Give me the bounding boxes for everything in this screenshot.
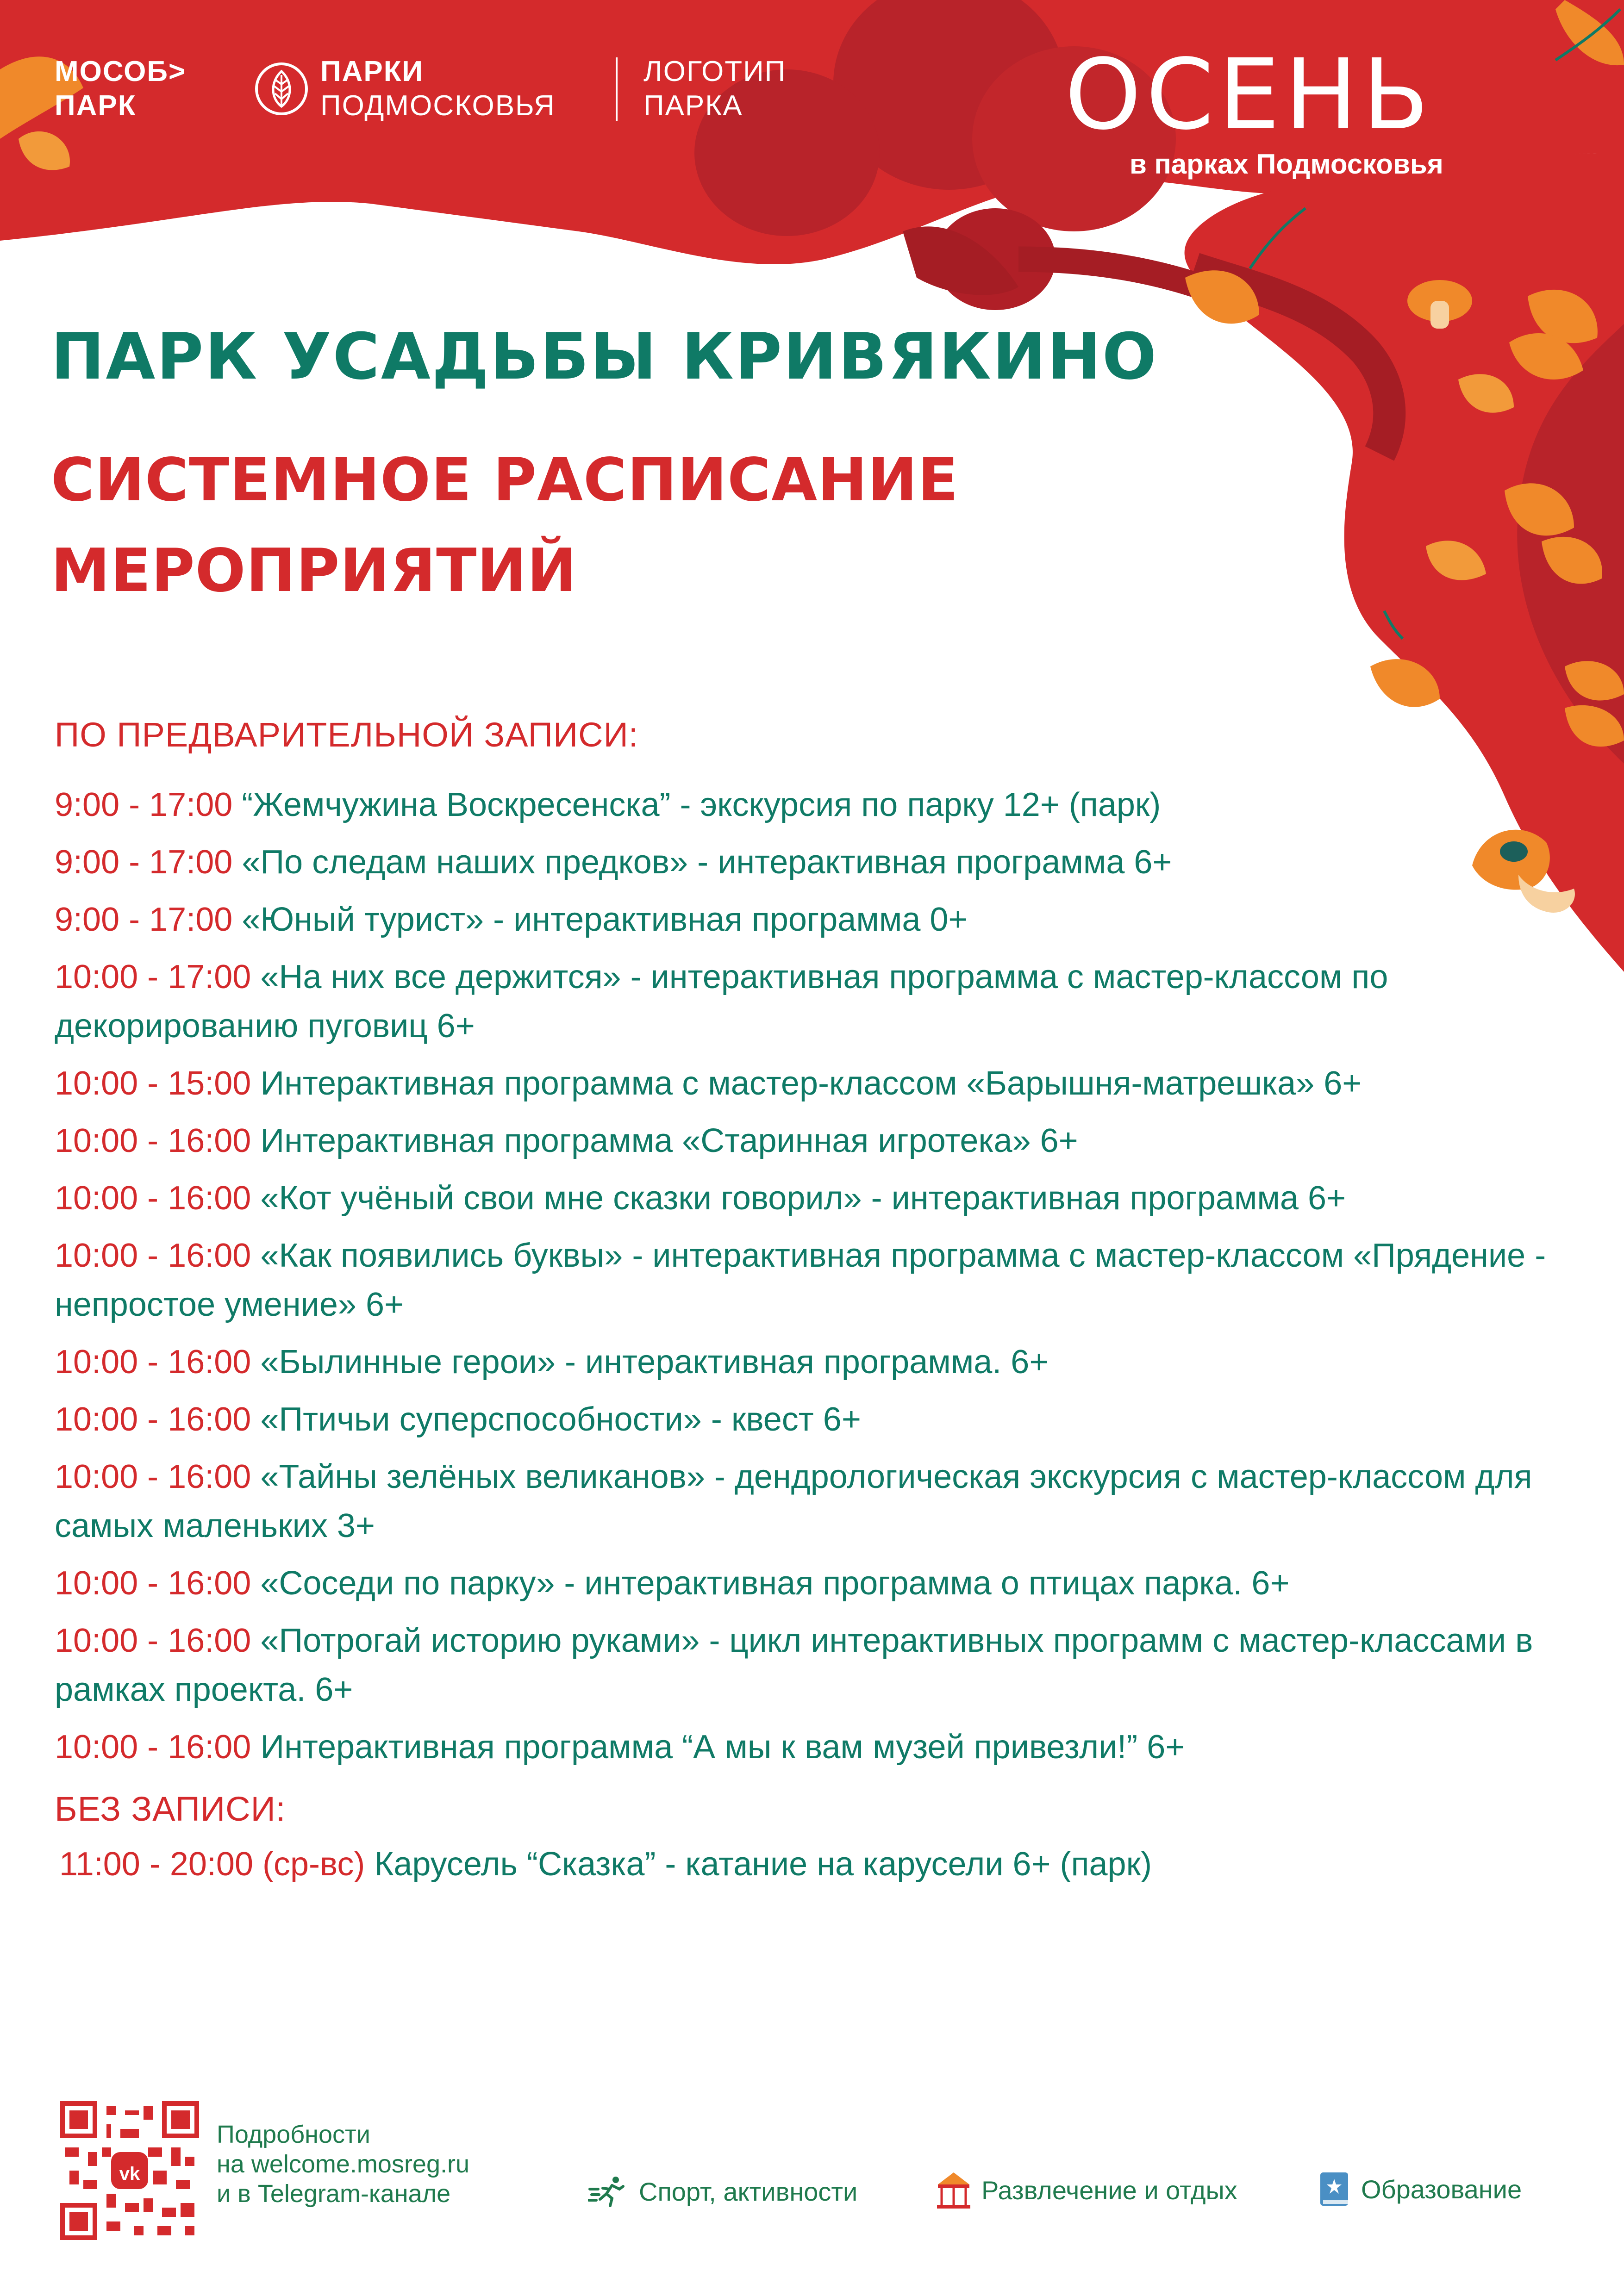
event-item [55,780,1578,829]
parks-podmoskovya-logo [254,55,556,123]
schedule-title-line1: СИСТЕМНОЕ РАСПИСАНИЕ [51,446,959,515]
event-description: «Птичьи суперспособности» - квест 6+ [260,1401,861,1438]
event-item [55,1616,1578,1714]
qr-code[interactable] [60,2101,199,2240]
event-description: “Жемчужина Воскресенска” - экскурсия по парку 12+ (парк) [242,786,1161,823]
event-item [55,1452,1578,1550]
event-time: 10:00 - 16:00 [55,1122,251,1159]
event-time: 10:00 - 17:00 [55,958,251,996]
event-description: «Былинные герои» - интерактивная программа. 6+ [260,1344,1049,1381]
autumn-logo [1065,38,1574,180]
legend-entertainment [935,2171,1237,2209]
park-logo-placeholder [643,55,786,123]
events-list [55,780,1578,1780]
autumn-logo-subtitle: в парках Подмосковья [1130,149,1443,180]
mosobpark-logo-line2: ПАРК [55,90,137,122]
event-description: Карусель “Сказка” - катание на карусели 6+ (парк) [374,1846,1152,1883]
event-description: «По следам наших предков» - интерактивная программа 6+ [242,844,1172,881]
noreg-events-list [55,1840,1578,1889]
event-item [55,1559,1578,1608]
event-description: «Тайны зелёных великанов» - дендрологическая экскурсия с мастер-классом для самых маленьких 3+ [55,1458,1532,1544]
event-description: «Как появились буквы» - интерактивная программа с мастер-классом «Прядение - непростое умение» 6+ [55,1237,1546,1323]
event-description: «Юный турист» - интерактивная программа 0+ [242,901,968,938]
legend-education [1318,2171,1522,2208]
event-time: 10:00 - 16:00 [55,1622,251,1659]
leaf-circle-icon [254,61,309,117]
event-description: «Соседи по парку» - интерактивная программа о птицах парка. 6+ [260,1565,1290,1602]
event-time: 10:00 - 16:00 [55,1344,251,1381]
event-time: 10:00 - 16:00 [55,1237,251,1274]
noreg-block [55,1789,1578,1897]
event-time: 10:00 - 16:00 [55,1180,251,1217]
section-prereg-heading: ПО ПРЕДВАРИТЕЛЬНОЙ ЗАПИСИ: [55,716,639,754]
parks-logo-line2: ПОДМОСКОВЬЯ [320,90,556,122]
event-description: «Потрогай историю руками» - цикл интерактивных программ с мастер-классами в рамках проекта. 6+ [55,1622,1533,1708]
park-logo-line2: ПАРКА [643,90,743,122]
autumn-logo-title: ОСЕНЬ [1065,38,1434,151]
footer-info [217,2120,469,2209]
event-description: «На них все держится» - интерактивная программа с мастер-классом по декорированию пуговиц 6+ [55,958,1388,1045]
event-item [59,1840,1578,1889]
park-logo-line1: ЛОГОТИП [643,56,787,87]
event-time: 10:00 - 16:00 [55,1458,251,1495]
event-item [55,1231,1578,1329]
parks-logo-line1: ПАРКИ [320,56,424,87]
event-description: Интерактивная программа “А мы к вам музей привезли!” 6+ [260,1729,1185,1766]
event-item [55,1116,1578,1165]
section-noreg-heading: БЕЗ ЗАПИСИ: [55,1790,286,1828]
event-time: 9:00 - 17:00 [55,786,233,823]
event-time: 10:00 - 15:00 [55,1065,251,1102]
legend-education-label: Образование [1361,2174,1522,2204]
event-description: «Кот учёный свои мне сказки говорил» - интерактивная программа 6+ [260,1180,1346,1217]
event-item [55,952,1578,1051]
legend-sport [588,2175,857,2208]
event-item [55,1174,1578,1223]
event-time: 10:00 - 16:00 [55,1729,251,1766]
event-item [55,1723,1578,1772]
schedule-title-line2: МЕРОПРИЯТИЙ [51,536,577,605]
event-description: Интерактивная программа «Старинная игротека» 6+ [260,1122,1078,1159]
park-name-title: ПАРК УСАДЬБЫ КРИВЯКИНО [51,319,1158,394]
book-icon [1318,2171,1350,2208]
footer-info-line1: Подробности [217,2121,370,2148]
event-item [55,1059,1578,1108]
mosobpark-logo-line1: МОСОБ> [55,56,187,87]
event-item [55,895,1578,944]
legend-sport-label: Спорт, активности [639,2177,858,2206]
qr-code-icon [60,2101,199,2240]
footer-info-line2: на welcome.mosreg.ru [217,2150,470,2178]
event-time: 11:00 - 20:00 (ср-вс) [59,1846,365,1883]
event-item [55,838,1578,887]
event-item [55,1395,1578,1444]
footer-info-line3: и в Telegram-канале [217,2180,451,2208]
carousel-icon [935,2171,972,2209]
mosobpark-logo [55,55,186,123]
schedule-title [51,435,959,616]
event-time: 10:00 - 16:00 [55,1565,251,1602]
event-description: Интерактивная программа с мастер-классом «Барышня-матрешка» 6+ [260,1065,1362,1102]
event-item [55,1338,1578,1387]
event-time: 9:00 - 17:00 [55,844,233,881]
event-time: 9:00 - 17:00 [55,901,233,938]
logo-divider [616,57,618,121]
event-time: 10:00 - 16:00 [55,1401,251,1438]
running-person-icon [588,2175,630,2208]
svg-text:vk: vk [119,2164,140,2184]
legend-entertainment-label: Развлечение и отдых [981,2175,1237,2205]
